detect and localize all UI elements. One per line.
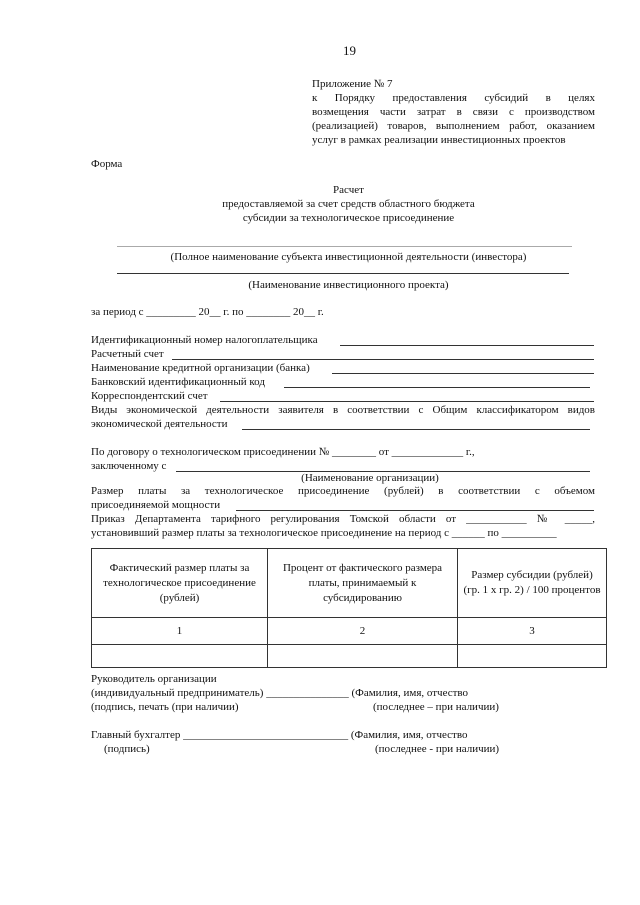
account-label: Расчетный счет (91, 348, 164, 360)
activity-label: Виды экономической деятельности заявителя в соответствии с Общим классификатором видов (91, 404, 595, 416)
table-cell-percent[interactable] (268, 645, 458, 668)
accountant-signature-line: Главный бухгалтер ______________________________ (Фамилия, имя, отчество (91, 729, 468, 741)
order-line: Приказ Департамента тарифного регулирования Томской области от ___________ № _____, (91, 513, 595, 525)
accountant-signature-caption: (подпись) (104, 743, 150, 755)
project-name-line[interactable] (117, 273, 569, 274)
subsidy-table (91, 548, 607, 668)
activity-field[interactable] (242, 429, 590, 430)
appendix-line: (реализацией) товаров, выполнением работ, оказанием (312, 120, 595, 132)
table-cell-actual-fee[interactable] (92, 645, 268, 668)
accountant-name-caption: (последнее - при наличии) (375, 743, 500, 755)
table-cell-subsidy[interactable] (458, 645, 607, 668)
bank-field[interactable] (332, 373, 594, 374)
form-label: Форма (91, 158, 123, 170)
corr-account-label: Корреспондентский счет (91, 390, 208, 402)
period-line: за период с _________ 20__ г. по ________ 20__ г. (91, 306, 324, 318)
investor-name-line[interactable] (117, 246, 572, 247)
concluded-label: заключенному с (91, 460, 167, 472)
bik-label: Банковский идентификационный код (91, 376, 265, 388)
appendix-line: услуг в рамках реализации инвестиционных проектов (312, 134, 566, 146)
document-subtitle: субсидии за технологическое присоединение (242, 212, 455, 224)
organization-caption: (Наименование организации) (301, 472, 439, 484)
bik-field[interactable] (284, 387, 590, 388)
table-col-number: 3 (458, 618, 607, 645)
fee-label: Размер платы за технологическое присоединение (рублей) в соответствии с объемом (91, 485, 595, 497)
account-field[interactable] (172, 359, 594, 360)
appendix-line: к Порядку предоставления субсидий в целях (312, 92, 595, 104)
contract-line: По договору о технологическом присоединении № ________ от _____________ г., (91, 446, 475, 458)
head-signature-title: Руководитель организации (91, 673, 217, 685)
fee-label-cont: присоединяемой мощности (91, 499, 221, 511)
fee-field[interactable] (236, 510, 594, 511)
table-header-percent: Процент от фактического размера платы, принимаемый к субсидированию (268, 549, 458, 618)
bank-label: Наименование кредитной организации (банка) (91, 362, 310, 374)
document-subtitle: предоставляемой за счет средств областного бюджета (222, 198, 475, 210)
table-header-actual-fee: Фактический размер платы за технологическое присоединение (рублей) (92, 549, 268, 618)
table-col-number: 1 (92, 618, 268, 645)
appendix-title: Приложение № 7 (312, 78, 393, 90)
inn-field[interactable] (340, 345, 594, 346)
appendix-block (312, 77, 595, 147)
head-signature-line: (индивидуальный предприниматель) _______________ (Фамилия, имя, отчество (91, 687, 469, 699)
table-header-subsidy: Размер субсидии (рублей) (гр. 1 х гр. 2) / 100 процентов (458, 549, 607, 618)
head-signature-caption: (подпись, печать (при наличии) (91, 701, 239, 713)
project-caption: (Наименование инвестиционного проекта) (248, 279, 449, 291)
order-line-cont: установивший размер платы за технологическое присоединение на период с ______ по __________ (91, 527, 557, 539)
corr-account-field[interactable] (220, 401, 594, 402)
appendix-line: возмещения части затрат в связи с производством (312, 106, 595, 118)
document-title: Расчет (333, 184, 364, 196)
investor-caption: (Полное наименование субъекта инвестиционной деятельности (инвестора) (170, 251, 527, 263)
inn-label: Идентификационный номер налогоплательщика (91, 334, 318, 346)
page-number: 19 (343, 43, 356, 58)
head-name-caption: (последнее – при наличии) (373, 701, 499, 713)
activity-label-cont: экономической деятельности (91, 418, 228, 430)
table-col-number: 2 (268, 618, 458, 645)
